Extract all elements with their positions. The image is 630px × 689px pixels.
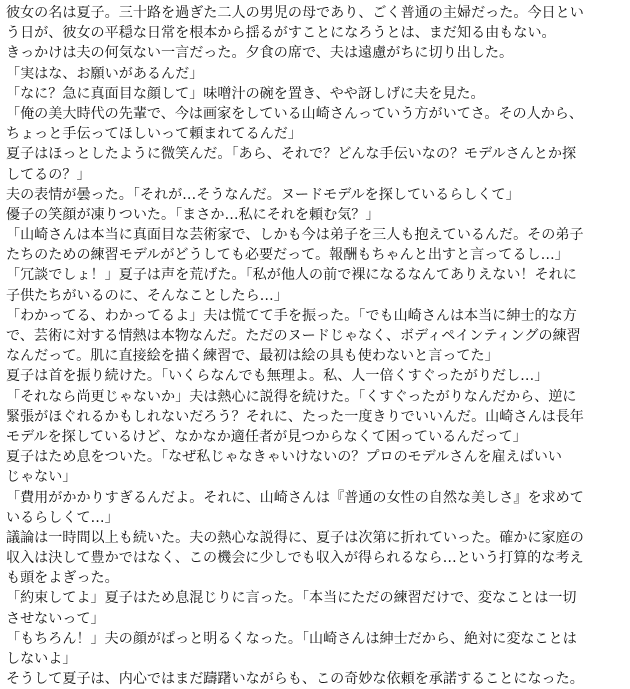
text-line: じゃない」	[6, 469, 77, 486]
text-line: 「冗談でしょ！」夏子は声を荒げた。「私が他人の前で裸になるなんてありえない！それに	[6, 267, 577, 284]
text-line: モデルを探しているけど、なかなか適任者が見つからなくて困っているんだって」	[6, 428, 527, 445]
text-line: 夏子は首を振り続けた。「いくらなんでも無理よ。私、人一倍くすぐったがりだし…」	[6, 368, 549, 385]
text-line: なんだって。肌に直接絵を描く練習で、最初は絵の具も使わないと言ってた」	[6, 348, 499, 365]
text-line: そうして夏子は、内心ではまだ躊躇いながらも、この奇妙な依頼を承諾することになった。	[6, 671, 584, 688]
text-line: 「なに？急に真面目な顔して」味噌汁の碗を置き、やや訝しげに夫を見た。	[6, 85, 485, 102]
text-line: 彼女の名は夏子。三十路を過ぎた二人の男児の母であり、ごく普通の主婦だった。今日とい	[6, 5, 584, 21]
text-line: 議論は一時間以上も続いた。夫の熱心な説得に、夏子は次第に折れていった。確かに家庭の	[6, 529, 584, 546]
text-line: 「費用がかかりすぎるんだよ。それに、山崎さんは『普通の女性の自然な美しさ』を求めて	[6, 489, 584, 506]
text-line: 「もちろん！」夫の顔がぱっと明るくなった。「山崎さんは紳士だから、絶対に変なことは	[6, 630, 577, 647]
text-line: う日が、彼女の平穏な日常を根本から揺るがすことになろうとは、まだ知る由もない。	[6, 25, 556, 42]
text-line: 夏子はため息をついた。「なぜ私じゃなきゃいけないの？プロのモデルさんを雇えばいい	[6, 449, 562, 466]
text-line: 「俺の美大時代の先輩で、今は画家をしている山崎さんっていう方がいてさ。その人から、	[6, 105, 583, 122]
text-line: 「山崎さんは本当に真面目な芸術家で、しかも今は弟子を三人も抱えているんだ。その弟子	[6, 227, 584, 244]
text-line: も頭をよぎった。	[6, 570, 119, 587]
text-line: 「それなら尚更じゃないか」夫は熱心に説得を続けた。「くすぐったがりなんだから、逆に	[6, 388, 577, 405]
text-line: いるらしくて…」	[6, 509, 119, 526]
text-line: きっかけは夫の何気ない一言だった。夕食の席で、夫は遠慮がちに切り出した。	[6, 45, 514, 62]
text-line: 優子の笑顔が凍りついた。「まさか…私にそれを頼む気？」	[6, 206, 380, 223]
text-line: 子供たちがいるのに、そんなことしたら…」	[6, 287, 288, 304]
text-line: 緊張がほぐれるかもしれないだろう？それに、たった一度きりでいいんだ。山崎さんは長年	[6, 408, 584, 425]
text-line: させないって」	[6, 610, 105, 627]
text-line: 「実はな、お願いがあるんだ」	[6, 65, 204, 82]
text-line: 収入は決して豊かではなく、この機会に少しでも収入が得られるなら…という打算的な考え	[6, 550, 584, 567]
text-line: 夏子はほっとしたように微笑んだ。「あら、それで？どんな手伝いなの？モデルさんとか探	[6, 146, 577, 163]
text-line: ちょっと手伝ってほしいって頼まれてるんだ」	[6, 126, 302, 143]
text-line: 「約束してよ」夏子はため息混じりに言った。「本当にただの練習だけで、変なことは一切	[6, 590, 577, 607]
text-line: しないよ」	[6, 651, 77, 667]
text-line: たちのための練習モデルがどうしても必要だって。報酬もちゃんと出すと言ってるし…」	[6, 247, 569, 264]
text-line: で、芸術に対する情熱は本物なんだ。ただのヌードじゃなく、ボディペインティングの練習	[6, 328, 581, 344]
text-line: 「わかってる、わかってるよ」夫は慌てて手を振った。「でも山崎さんは本当に紳士的な方	[6, 307, 577, 324]
text-line: してるの？」	[6, 166, 91, 183]
text-line: 夫の表情が曇った。「それが…そうなんだ。ヌードモデルを探しているらしくて」	[6, 186, 520, 203]
